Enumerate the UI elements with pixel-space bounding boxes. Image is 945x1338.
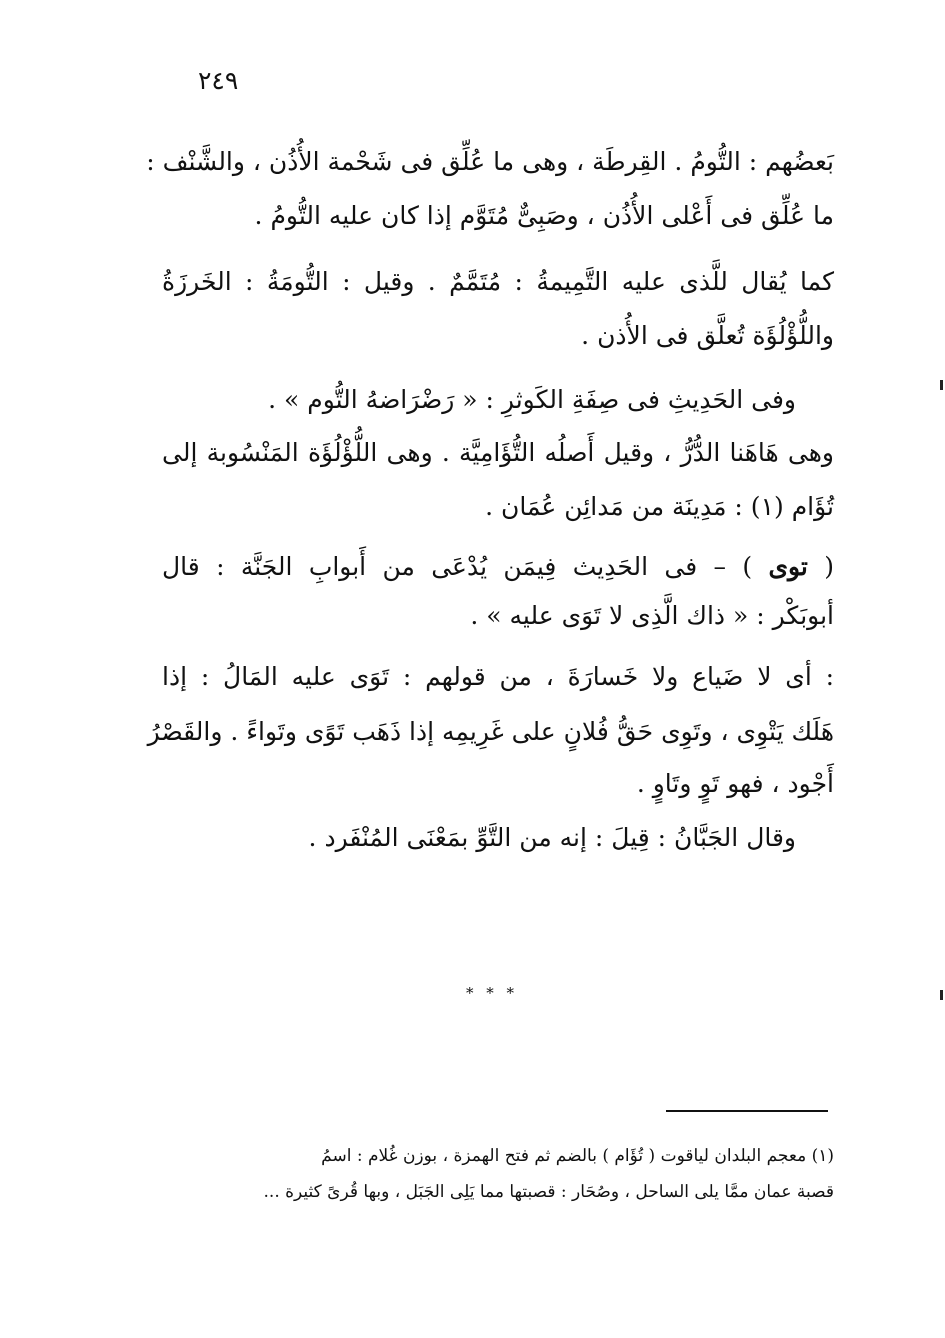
scan-edge-mark — [940, 380, 943, 390]
text-line-7: تُؤَام (١) : مَدِينَة من مَدائِن عُمَان . — [485, 492, 834, 521]
text-line-10: : أى لا ضَياع ولا خَسارَةَ ، من قولهم : تَوَى عليه المَالُ : إذا — [162, 662, 834, 691]
entry-text: ) – فى الحَدِيث فِيمَن يُدْعَى من أَبوابِ الجَنَّة : قال — [162, 552, 753, 581]
text-line-6: وهى هَاهَنا الدُّرُّ ، وقيل أَصلُه التُّؤَامِيَّة . وهى اللُّؤْلُؤَة المَنْسُوبة إلى — [162, 438, 834, 467]
page-number: ٢٤٩ — [198, 66, 239, 95]
section-separator: * * * — [465, 984, 519, 1002]
footnote-line-2: قصبة عمان ممَّا يلى الساحل ، وصُحَار : قصبتها مما يَلِى الجَبَل ، وبها قُرىً كثيرة ... — [263, 1182, 834, 1202]
paren-open: ( — [824, 552, 834, 581]
text-line-9: أبوبَكْر : « ذاك الَّذِى لا تَوَى عليه » . — [470, 601, 834, 630]
scan-edge-mark — [940, 990, 943, 1000]
text-line-12: أَجْود ، فهو تَوٍ وتَاوٍ . — [636, 769, 834, 798]
text-line-13: وقال الجَبَّانُ : قِيلَ : إنه من التَّوِّ بمَعْنَى المُنْفَرد . — [308, 823, 796, 852]
footnote-line-1: (١) معجم البلدان لياقوت ( تُؤَام ) بالضم ثم فتح الهمزة ، بوزن غُلام : اسمُ — [321, 1146, 834, 1166]
text-line-3: كما يُقال للَّذى عليه التَّمِيمةُ : مُتَمَّمٌ . وقيل : التُّومَةُ : الخَرزَةُ — [162, 267, 834, 296]
text-line-2: ما عُلِّق فى أَعْلى الأُذُن ، وصَبِىٌّ مُتَوَّم إذا كان عليه التُّومُ . — [254, 201, 834, 230]
entry-headword: توى — [768, 552, 808, 581]
text-line-11: هَلَك يَتْوِى ، وتَوِى حَقُّ فُلانٍ على غَرِيمِه إذا ذَهَب تَوًى وتَواءً . والقَصْرُ — [147, 717, 834, 746]
text-line-1: بَعضُهم : التُّومُ . القِرطَة ، وهى ما عُلِّق فى شَحْمة الأُذُن ، والشَّنْف : — [146, 147, 834, 176]
text-line-4: واللُّؤْلُؤَة تُعلَّق فى الأُذن . — [581, 321, 834, 350]
text-line-8 — [162, 547, 834, 587]
text-line-5: وفى الحَدِيثِ فى صِفَةِ الكَوثرِ : « رَضْرَاضهُ التُّوم » . — [268, 385, 796, 414]
footnote-rule — [666, 1110, 828, 1112]
